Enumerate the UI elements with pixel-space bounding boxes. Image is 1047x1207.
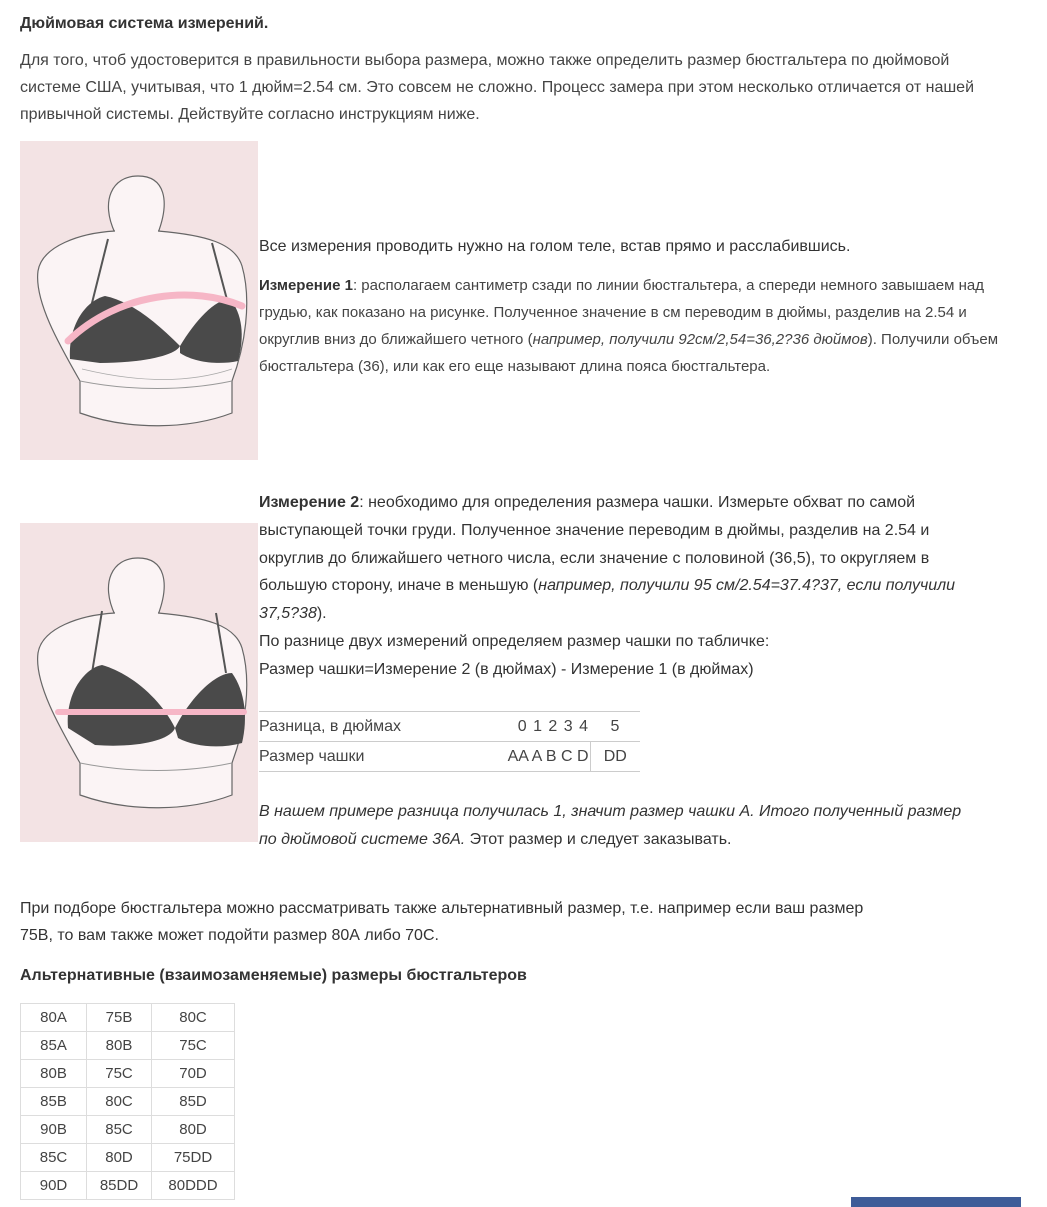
measurement-2-illustration xyxy=(20,523,258,842)
alt-size-cell: 80D xyxy=(152,1116,235,1144)
page-heading: Дюймовая система измерений. xyxy=(20,15,269,32)
cup-size-label: Размер чашки xyxy=(259,742,499,772)
measure-1-line-3: округлив вниз до ближайшего четного (например, получили 92см/2,54=36,2?36 дюймов). Получили объем xyxy=(259,331,999,348)
measure-1-example: например, получили 92см/2,54=36,2?36 дюймов xyxy=(532,331,868,348)
measure-1-line-1: Измерение 1: располагаем сантиметр сзади по линии бюстгальтера, а спереди немного завышаем над xyxy=(259,277,984,294)
alt-size-cell: 80DDD xyxy=(152,1172,235,1200)
measure-1-line-2: грудью, как показано на рисунке. Полученное значение в см переводим в дюймы, разделив на 2.54 и xyxy=(259,304,967,321)
cup-size-values: AA A B C D xyxy=(499,742,590,772)
table-row xyxy=(259,742,640,772)
example-line-1: В нашем примере разница получилась 1, значит размер чашки А. Итого полученный размер xyxy=(259,803,962,820)
table-row xyxy=(21,1172,235,1200)
table-row xyxy=(21,1060,235,1088)
measure-2-example: например, получили 95 см/2.54=37.4?37, если получили xyxy=(538,577,956,594)
measure-1-line-4: бюстгальтера (36), или как его еще называют длина пояса бюстгальтера. xyxy=(259,358,771,375)
alt-size-cell: 80B xyxy=(21,1060,87,1088)
alt-size-cell: 75C xyxy=(87,1060,152,1088)
measure-2-line-6: По разнице двух измерений определяем размер чашки по табличке: xyxy=(259,633,770,650)
alt-size-cell: 80C xyxy=(87,1088,152,1116)
alt-size-cell: 85D xyxy=(152,1088,235,1116)
scroll-top-button[interactable] xyxy=(851,1197,1021,1207)
example-line-2: по дюймовой системе 36А. Этот размер и следует заказывать. xyxy=(259,831,732,848)
measure-1-title: Измерение 1 xyxy=(259,277,353,294)
cup-size-table xyxy=(259,711,640,772)
alt-size-cell: 85DD xyxy=(87,1172,152,1200)
alt-size-cell: 80B xyxy=(87,1032,152,1060)
alt-size-cell: 80C xyxy=(152,1004,235,1032)
cup-formula: Размер чашки=Измерение 2 (в дюймах) - Измерение 1 (в дюймах) xyxy=(259,661,754,678)
alt-size-cell: 85C xyxy=(87,1116,152,1144)
alt-sizes-heading: Альтернативные (взаимозаменяемые) размеры бюстгальтеров xyxy=(20,967,527,984)
alt-size-cell: 80D xyxy=(87,1144,152,1172)
table-row xyxy=(21,1116,235,1144)
measure-general-note: Все измерения проводить нужно на голом теле, встав прямо и расслабившись. xyxy=(259,238,851,255)
alt-size-cell: 90D xyxy=(21,1172,87,1200)
alt-size-cell: 70D xyxy=(152,1060,235,1088)
measure-2-line-3: округлив до ближайшего четного числа, если значение с половиной (36,5), то округляем в xyxy=(259,550,930,567)
intro-paragraph: Для того, чтоб удостоверится в правильности выбора размера, можно также определить размер бюстгальтера по дюймовой системе США, учитывая, что 1 дюйм=2.54 см. Это совсем не сложно. Процесс замера при этом несколько отличается от нашей привычной системы. Действуйте согласно инструкциям ниже. xyxy=(20,52,975,123)
measure-2-line-4: большую сторону, иначе в меньшую (например, получили 95 см/2.54=37.4?37, если получили xyxy=(259,577,956,594)
table-row xyxy=(21,1004,235,1032)
cup-diff-values: 0 1 2 3 4 xyxy=(499,712,590,742)
alt-size-cell: 85C xyxy=(21,1144,87,1172)
table-row xyxy=(259,712,640,742)
alt-note-line-2: 75В, то вам также может подойти размер 80А либо 70С. xyxy=(20,927,439,944)
table-row xyxy=(21,1088,235,1116)
alt-size-cell: 80A xyxy=(21,1004,87,1032)
table-row xyxy=(21,1032,235,1060)
alt-sizes-table xyxy=(20,1003,235,1200)
measure-2-line-5: 37,5?38). xyxy=(259,605,327,622)
alt-note-line-1: При подборе бюстгальтера можно рассматривать также альтернативный размер, т.е. например если ваш размер xyxy=(20,900,864,917)
measurement-1-illustration xyxy=(20,141,258,460)
measure-2-line-1: Измерение 2: необходимо для определения размера чашки. Измерьте обхват по самой xyxy=(259,494,916,511)
alt-size-cell: 75B xyxy=(87,1004,152,1032)
measure-2-line-2: выступающей точки груди. Полученное значение переводим в дюймы, разделив на 2.54 и xyxy=(259,522,930,539)
alt-size-cell: 75C xyxy=(152,1032,235,1060)
alt-size-cell: 85A xyxy=(21,1032,87,1060)
alt-size-cell: 75DD xyxy=(152,1144,235,1172)
alt-size-cell: 85B xyxy=(21,1088,87,1116)
measure-2-title: Измерение 2 xyxy=(259,494,360,511)
cup-diff-label: Разница, в дюймах xyxy=(259,712,499,742)
cup-diff-last: 5 xyxy=(590,712,640,742)
alt-size-cell: 90B xyxy=(21,1116,87,1144)
cup-size-last: DD xyxy=(590,742,640,772)
table-row xyxy=(21,1144,235,1172)
